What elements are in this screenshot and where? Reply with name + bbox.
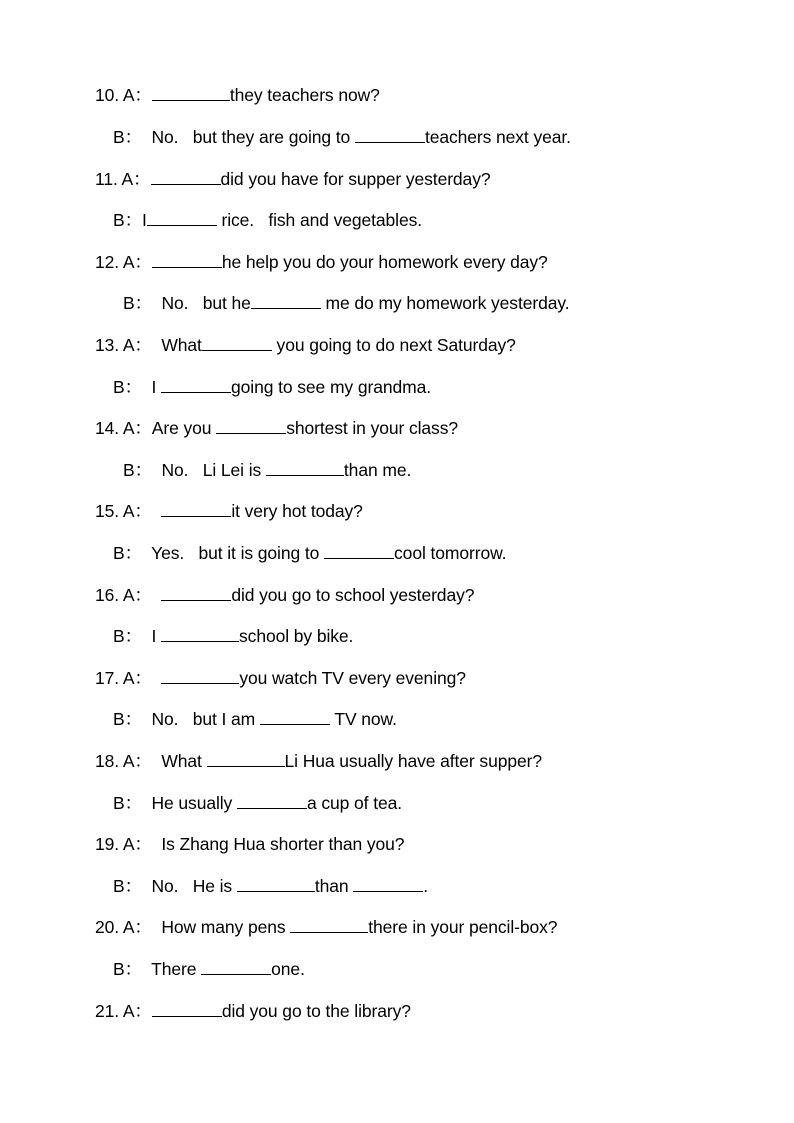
answer-text: one. — [271, 959, 305, 979]
answer-blank[interactable] — [152, 251, 222, 268]
question-text: did you have for supper yesterday? — [220, 169, 491, 189]
speaker-a-prefix: A： — [122, 1001, 152, 1021]
question-20-a — [95, 916, 557, 938]
speaker-a-prefix: A： — [122, 501, 162, 521]
answer-blank[interactable] — [355, 126, 425, 143]
question-number: 21. — [95, 1001, 120, 1021]
answer-blank[interactable] — [324, 542, 394, 559]
question-15-a — [95, 500, 363, 522]
speaker-b-text: B： No. Li Lei is — [123, 460, 266, 480]
answer-blank[interactable] — [152, 84, 230, 101]
answer-text: a cup of tea. — [306, 793, 402, 813]
speaker-b-text: B： He usually — [113, 793, 237, 813]
question-14-a — [95, 417, 458, 439]
answer-blank[interactable] — [251, 292, 321, 309]
question-16-b — [113, 625, 353, 647]
question-number: 17. — [95, 668, 120, 688]
speaker-a-prefix: A： — [122, 585, 162, 605]
answer-blank[interactable] — [260, 708, 330, 725]
question-11-b — [113, 209, 422, 231]
answer-blank[interactable] — [237, 792, 307, 809]
question-text: did you go to school yesterday? — [231, 585, 475, 605]
speaker-a-prefix: A： What — [122, 751, 207, 771]
answer-blank[interactable] — [266, 459, 344, 476]
speaker-a-prefix: A： How many pens — [122, 917, 291, 937]
answer-blank[interactable] — [161, 376, 231, 393]
speaker-a-prefix: A： — [122, 668, 162, 688]
answer-text: rice. fish and vegetables. — [216, 210, 423, 230]
answer-blank[interactable] — [207, 750, 285, 767]
answer-blank[interactable] — [161, 625, 239, 642]
speaker-b-text: B： No. but they are going to — [113, 127, 355, 147]
speaker-b-text: B：I — [113, 210, 147, 230]
answer-text: going to see my grandma. — [231, 377, 431, 397]
answer-blank[interactable] — [216, 417, 286, 434]
answer-blank[interactable] — [161, 500, 231, 517]
speaker-b-text: B： No. He is — [113, 876, 237, 896]
question-17-a — [95, 667, 466, 689]
question-20-b — [113, 958, 305, 980]
question-number: 20. — [95, 917, 120, 937]
question-11-a — [95, 168, 490, 190]
question-number: 12. — [95, 252, 120, 272]
question-text: A： Is Zhang Hua shorter than you? — [122, 834, 405, 854]
answer-text: than — [314, 876, 354, 896]
question-16-a — [95, 584, 474, 606]
answer-blank[interactable] — [290, 916, 368, 933]
answer-text: than me. — [343, 460, 412, 480]
question-12-b — [123, 292, 569, 314]
question-19-b — [113, 875, 428, 897]
answer-text: cool tomorrow. — [394, 543, 507, 563]
question-18-b — [113, 792, 402, 814]
speaker-b-text: B： Yes. but it is going to — [113, 543, 325, 563]
question-text: they teachers now? — [229, 85, 380, 105]
answer-blank[interactable] — [152, 1000, 222, 1017]
question-number: 13. — [95, 335, 120, 355]
question-13-b — [113, 376, 431, 398]
question-text: it very hot today? — [231, 501, 363, 521]
speaker-a-prefix: A： — [121, 169, 151, 189]
question-15-b — [113, 542, 506, 564]
speaker-b-text: B： I — [113, 626, 162, 646]
question-number: 15. — [95, 501, 120, 521]
question-number: 18. — [95, 751, 120, 771]
question-text: you watch TV every evening? — [239, 668, 466, 688]
question-17-b — [113, 708, 397, 730]
answer-blank[interactable] — [202, 334, 272, 351]
question-number: 16. — [95, 585, 120, 605]
answer-text: . — [423, 876, 429, 896]
answer-text: school by bike. — [239, 626, 354, 646]
question-text: he help you do your homework every day? — [221, 252, 548, 272]
answer-blank[interactable] — [201, 958, 271, 975]
speaker-a-prefix: A： — [122, 252, 152, 272]
answer-blank[interactable] — [161, 584, 231, 601]
speaker-b-text: B： There — [113, 959, 202, 979]
question-text: there in your pencil-box? — [368, 917, 558, 937]
answer-blank[interactable] — [161, 667, 239, 684]
answer-blank[interactable] — [237, 875, 315, 892]
question-13-a — [95, 334, 516, 356]
question-10-b — [113, 126, 571, 148]
speaker-b-text: B： I — [113, 377, 162, 397]
question-10-a — [95, 84, 380, 106]
answer-blank[interactable] — [151, 168, 221, 185]
speaker-a-prefix: A： — [122, 85, 152, 105]
answer-text: teachers next year. — [424, 127, 571, 147]
question-14-b — [123, 459, 411, 481]
question-number: 19. — [95, 834, 120, 854]
question-text: you going to do next Saturday? — [271, 335, 516, 355]
answer-text: me do my homework yesterday. — [320, 293, 570, 313]
question-text: Li Hua usually have after supper? — [284, 751, 542, 771]
speaker-b-text: B： No. but I am — [113, 709, 260, 729]
question-text: shortest in your class? — [286, 418, 458, 438]
answer-blank[interactable] — [147, 209, 217, 226]
question-number: 10. — [95, 85, 120, 105]
speaker-a-prefix: A：Are you — [122, 418, 217, 438]
answer-blank[interactable] — [353, 875, 423, 892]
speaker-b-text: B： No. but he — [123, 293, 251, 313]
question-text: did you go to the library? — [221, 1001, 411, 1021]
question-18-a — [95, 750, 542, 772]
question-12-a — [95, 251, 548, 273]
answer-text: TV now. — [329, 709, 397, 729]
question-number: 11. — [95, 169, 118, 189]
question-21-a — [95, 1000, 411, 1022]
question-number: 14. — [95, 418, 120, 438]
speaker-a-prefix: A： What — [122, 335, 202, 355]
question-19-a — [95, 833, 404, 855]
